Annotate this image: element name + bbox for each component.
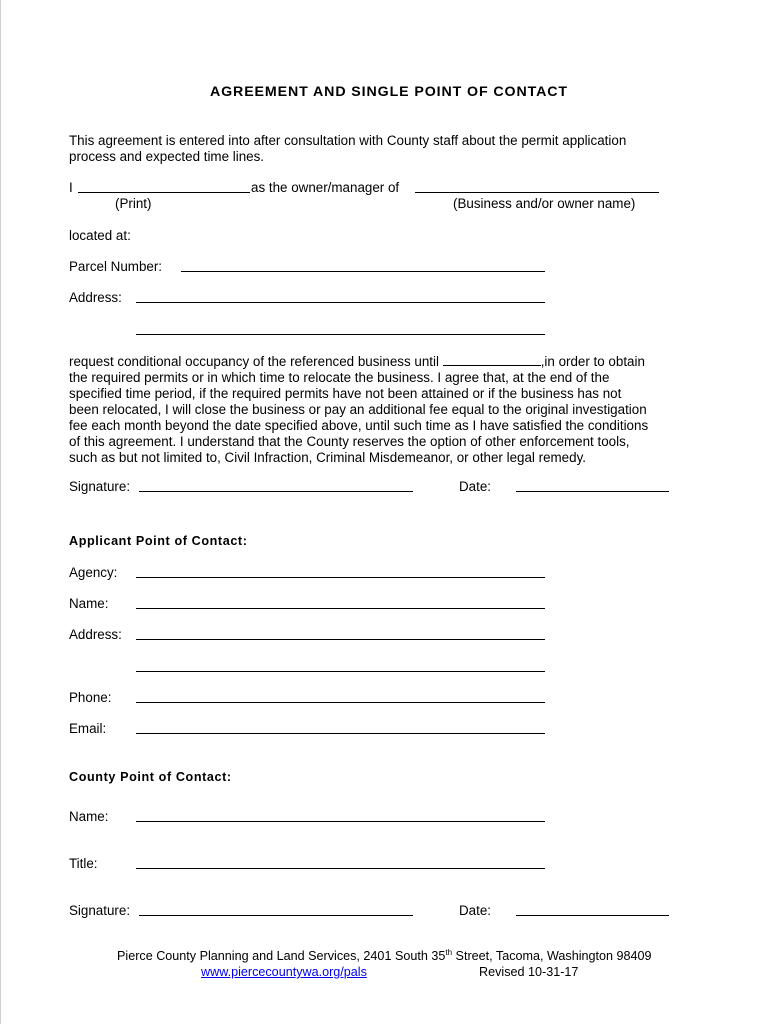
county-date-label: Date: [459,903,492,918]
applicant-email-field[interactable] [136,733,545,734]
pals-website-link[interactable]: www.piercecountywa.org/pals [201,965,367,979]
occupancy-start: request conditional occupancy of the referenced business until [69,354,439,369]
business-caption: (Business and/or owner name) [453,196,636,211]
revision-date: Revised 10-31-17 [479,965,579,979]
applicant-address-field-1[interactable] [136,639,545,640]
parcel-number-field[interactable] [181,271,545,272]
occupancy-line: fee each month beyond the date specified above, until such time as I have satisfied the conditions [69,418,649,433]
address-field-2[interactable] [136,334,545,335]
date-label: Date: [459,479,492,494]
occupancy-line-1 [69,353,709,370]
owner-manager-label: as the owner/manager of [251,180,400,195]
signature-label: Signature: [69,479,131,494]
address-label: Address: [69,290,122,305]
applicant-name-field[interactable] [136,608,545,609]
applicant-email-label: Email: [69,721,107,736]
intro-line-2: process and expected time lines. [69,149,265,164]
address-field-1[interactable] [136,302,545,303]
occupancy-line: such as but not limited to, Civil Infraction, Criminal Misdemeanor, or other legal remedy. [69,450,586,465]
occupancy-end: ,in order to obtain [540,354,645,369]
county-heading: County Point of Contact: [69,770,232,784]
applicant-agency-field[interactable] [136,577,545,578]
occupancy-until-date-field[interactable] [443,353,541,366]
applicant-name-label: Name: [69,596,109,611]
date-field[interactable] [516,491,669,492]
footer-address [117,948,652,964]
parcel-number-label: Parcel Number: [69,259,163,274]
owner-prefix: I [69,180,73,195]
county-name-label: Name: [69,809,109,824]
county-title-field[interactable] [136,868,545,869]
occupancy-line: of this agreement. I understand that the County reserves the option of other enforcement tools, [69,434,630,449]
occupancy-paragraph [69,353,709,466]
occupancy-line: the required permits or in which time to relocate the business. I agree that, at the end of the [69,370,610,385]
county-signature-label: Signature: [69,903,131,918]
county-signature-field[interactable] [139,915,413,916]
business-name-field[interactable] [415,192,659,193]
applicant-heading: Applicant Point of Contact: [69,534,248,548]
intro-line-1: This agreement is entered into after consultation with County staff about the permit application [69,133,627,148]
signature-field[interactable] [139,491,413,492]
print-caption: (Print) [115,196,152,211]
owner-print-field[interactable] [78,192,250,193]
located-at-label: located at: [69,228,131,243]
applicant-phone-label: Phone: [69,690,112,705]
footer-address-end: Street, Tacoma, Washington 98409 [452,949,652,963]
document-title: AGREEMENT AND SINGLE POINT OF CONTACT [209,84,569,100]
applicant-address-label: Address: [69,627,122,642]
occupancy-line: been relocated, I will close the business or pay an additional fee equal to the original investigation [69,402,647,417]
county-title-label: Title: [69,856,98,871]
occupancy-line: specified time period, if the required permits have not been attained or if the business has not [69,386,622,401]
county-name-field[interactable] [136,821,545,822]
footer-address-ordinal: th [445,948,453,957]
footer-address-start: Pierce County Planning and Land Services, 2401 South 35 [117,949,446,963]
applicant-phone-field[interactable] [136,702,545,703]
applicant-address-field-2[interactable] [136,671,545,672]
applicant-agency-label: Agency: [69,565,118,580]
intro-paragraph [69,133,709,165]
county-date-field[interactable] [516,915,669,916]
